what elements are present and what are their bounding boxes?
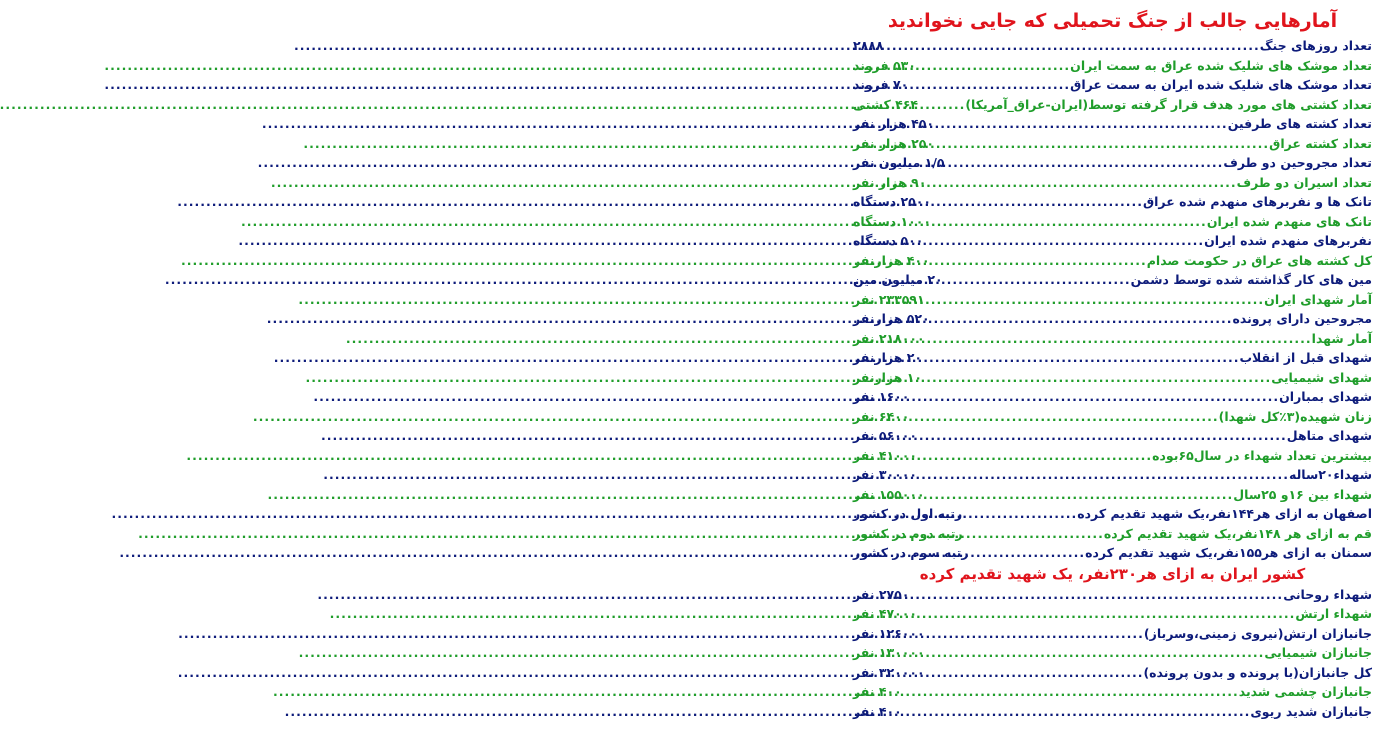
dot-leader (923, 231, 1204, 251)
dot-leader (931, 212, 1207, 232)
stat-label: تعداد موشک های شلیک شده ایران به سمت عراق (1070, 77, 1372, 92)
stat-row (853, 663, 1372, 683)
stat-value: ۲۵۰۰ دستگاه (853, 194, 932, 209)
stat-label: شهداء ارتش (1295, 606, 1372, 621)
dot-leader (930, 251, 1147, 271)
stat-row (853, 426, 1372, 446)
stat-value: ۴۵۰ هزار نفر (853, 116, 934, 131)
stat-label: سمنان به ازای هر۱۵۵نفر،یک شهید تقدیم کرده (1085, 545, 1372, 560)
stat-value: ۵۶۰۰۰ نفر (853, 428, 917, 443)
stat-value: ۲۰ هزارنفر (853, 350, 923, 365)
stat-label: شهدای شیمیایی (1271, 369, 1372, 385)
stat-value: ۱۵۵۰۰۰ نفر (853, 486, 925, 502)
stat-value: ۵۰۰ دستگاه (853, 233, 924, 248)
dot-leader (902, 682, 1239, 702)
dot-leader (902, 702, 1251, 722)
stat-label: تعداد اسیران دو طرف (1236, 174, 1372, 190)
stat-value: ۶۴۰۰ نفر (853, 408, 910, 424)
stat-label: جانبازان ارتش(نیروی زمینی،وسرباز) (1143, 625, 1372, 641)
stat-label: جانبازان شیمیایی (1264, 645, 1372, 660)
stat-label: کل کشته های عراق در حکومت صدام (1146, 252, 1372, 268)
stat-value: ۳۰۰۰۰ نفر (853, 467, 917, 482)
stat-row (853, 251, 1372, 271)
stat-label: تانک ها و نفربرهای منهدم شده عراق (1142, 194, 1372, 209)
stat-value: ۴۶۴ کشتی (853, 96, 918, 112)
stat-value: ۵۳۰ فروند (853, 57, 916, 73)
stat-row (853, 114, 1372, 134)
stat-value: ۹۰ هزار نفر (853, 174, 927, 190)
stat-value: رتبه سوم در کشور (853, 545, 969, 560)
stat-label: مجروحین دارای پرونده (1232, 311, 1372, 326)
dot-leader (962, 504, 1077, 524)
stat-value: ۴۰۰ هزارنفر (853, 252, 930, 268)
stat-row (853, 153, 1372, 173)
dot-leader (963, 524, 1104, 544)
dot-leader (908, 75, 1070, 95)
stat-row (853, 368, 1372, 388)
stat-row (853, 134, 1372, 154)
dot-leader (909, 387, 1279, 407)
stat-row (853, 270, 1372, 290)
stat-value: ۴۰۰ نفر (853, 684, 902, 699)
stat-value: ۱۰ هزارنفر (853, 369, 923, 385)
stat-row (853, 465, 1372, 485)
stat-value: ۴۰۰ نفر (853, 703, 902, 719)
stat-row (853, 36, 1372, 56)
stat-label: تعداد کشته عراق (1269, 135, 1372, 151)
stat-label: تانک های منهدم شده ایران (1206, 213, 1372, 229)
dot-leader (922, 348, 1239, 368)
dot-leader (909, 407, 1218, 427)
stat-label: تعداد روزهای جنگ (1259, 38, 1372, 53)
stat-value: ۲۱۸۰۰۰ نفر (853, 330, 925, 346)
dot-leader (916, 56, 1070, 76)
stat-label: شهدای متاهل (1286, 428, 1372, 443)
dot-leader (934, 114, 1228, 134)
stat-value: ۵۲۰ هزارنفر (853, 311, 930, 326)
dot-leader (917, 446, 1152, 466)
dot-leader (931, 192, 1143, 212)
stat-label: شهداء بین ۱۶و ۲۵سال (1233, 486, 1372, 502)
stat-value: ۱۲۶۰۰۰ نفر (853, 625, 925, 641)
stat-label: شهداء روحانی (1283, 586, 1372, 602)
dot-leader (922, 368, 1271, 388)
stat-row (853, 504, 1372, 524)
stat-value: ۲۵۰ هزار نفر (853, 135, 934, 151)
stat-label: نفربرهای منهدم شده ایران (1204, 233, 1372, 248)
section-subtitle: کشور ایران به ازای هر۲۳۰نفر، یک شهید تقدیم کرده (919, 564, 1306, 583)
dot-leader (909, 585, 1283, 605)
stat-row (853, 387, 1372, 407)
stat-value: ۴۷۰۰۰ نفر (853, 606, 917, 621)
dot-leader (930, 309, 1233, 329)
stat-label: مین های کار گذاشته شده توسط دشمن (1130, 272, 1372, 287)
dot-leader (934, 134, 1269, 154)
stats-list-bottom (853, 585, 1372, 722)
stat-label: شهدای قبل از انقلاب (1239, 350, 1372, 365)
stat-label: تعداد موشک های شلیک شده عراق به سمت ایران (1070, 57, 1372, 73)
stat-value: رتبه اول در کشور (853, 506, 963, 521)
stat-value: ۱۶۰۰ نفر (853, 389, 910, 404)
stat-row (853, 682, 1372, 702)
stat-label: قم به ازای هر ۱۴۸نفر،یک شهید تقدیم کرده (1103, 525, 1372, 541)
dot-leader (918, 95, 965, 115)
stat-value: ۷۰ فروند (853, 77, 909, 92)
stat-row (853, 702, 1372, 722)
stat-value: ۱۳۰۰۰۰ نفر (853, 645, 925, 660)
stat-value: ۲۰ میلیون مین (853, 272, 943, 287)
stat-value: ۴۱۰۰۰ نفر (853, 447, 917, 463)
stat-row (853, 173, 1372, 193)
stat-row (853, 212, 1372, 232)
dot-leader (917, 465, 1289, 485)
stat-value: ۲۸۸۸ (853, 38, 884, 53)
stat-value: ۱۰۰۰ دستگاه (853, 213, 932, 229)
stat-label: کل جانبازان(با پرونده و بدون پرونده) (1143, 664, 1372, 680)
stat-label: جانبازان شدید ریوی (1250, 703, 1372, 719)
dot-leader (925, 624, 1144, 644)
stat-row (853, 309, 1372, 329)
stat-row (853, 329, 1372, 349)
stat-row (853, 543, 1372, 563)
stat-label: زنان شهیده(۳٪کل شهدا) (1218, 408, 1372, 424)
stat-value: ۳۲۰۰۰۰ نفر (853, 664, 925, 680)
dot-leader (925, 329, 1312, 349)
dot-leader (925, 663, 1144, 683)
stat-label: جانبازان چشمی شدید (1238, 684, 1372, 699)
infographic-page (845, 0, 1380, 756)
dot-leader (917, 426, 1287, 446)
stat-row (853, 407, 1372, 427)
stat-label: بیشترین تعداد شهداء در سال۶۵بوده (1152, 447, 1372, 463)
stat-row (853, 231, 1372, 251)
dot-leader (945, 153, 1224, 173)
page-title: آمارهایی جالب از جنگ تحمیلی که جایی نخوانديد (887, 10, 1338, 32)
stat-row (853, 643, 1372, 663)
stat-row (853, 446, 1372, 466)
stat-label: آمار شهدا (1311, 330, 1372, 346)
stats-list-top (853, 36, 1372, 563)
dot-leader (925, 290, 1265, 310)
stat-label: تعداد مجروحین دو طرف (1223, 155, 1372, 170)
stat-row (853, 604, 1372, 624)
stat-row (853, 624, 1372, 644)
stat-value: ۱/۵ میلیون نفر (853, 155, 945, 170)
dot-leader (917, 604, 1295, 624)
stat-label: تعداد کشتی های مورد هدف قرار گرفته توسط(ایران-عراق_آمریکا) (965, 96, 1372, 112)
stat-value: ۲۷۵۰ نفر (853, 586, 910, 602)
stat-label: تعداد کشته های طرفین (1227, 116, 1372, 131)
stat-row (853, 192, 1372, 212)
dot-leader (969, 543, 1086, 563)
stat-row (853, 485, 1372, 505)
dot-leader (943, 270, 1131, 290)
stat-label: شهدای بمباران (1279, 389, 1372, 404)
stat-row (853, 95, 1372, 115)
stat-label: آمار شهدای ایران (1264, 291, 1372, 307)
stat-row (853, 56, 1372, 76)
dot-leader (926, 173, 1236, 193)
stat-value: ۲۳۳۵۹۱ نفر (853, 291, 925, 307)
stat-row (853, 75, 1372, 95)
stat-value: رتبه دوم در کشور (853, 525, 963, 541)
dot-leader (884, 36, 1260, 56)
dot-leader (925, 643, 1265, 663)
stat-row (853, 585, 1372, 605)
stat-label: اصفهان به ازای هر۱۴۴نفر،یک شهید تقدیم کرده (1077, 506, 1372, 521)
stat-row (853, 290, 1372, 310)
stat-row (853, 348, 1372, 368)
stat-row (853, 524, 1372, 544)
stat-label: شهداء۲۰ساله (1289, 467, 1372, 482)
dot-leader (925, 485, 1234, 505)
